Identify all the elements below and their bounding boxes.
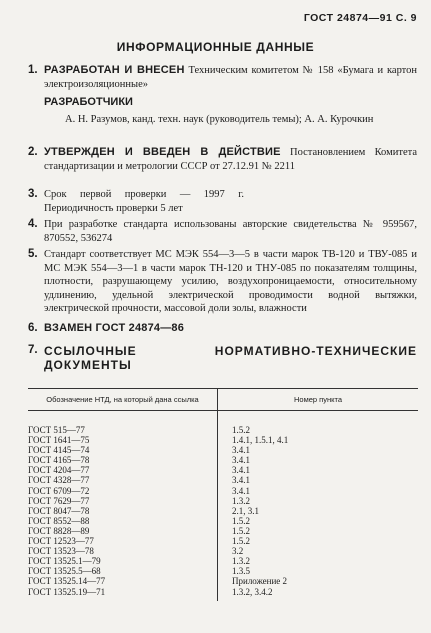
- table-row: [28, 516, 418, 526]
- table-row: [28, 526, 418, 536]
- table-row: [28, 556, 418, 566]
- cell-clause: 3.4.1: [232, 445, 250, 456]
- item-number: 4.: [28, 218, 38, 230]
- table-row: [28, 536, 418, 546]
- item-number: 1.: [28, 64, 38, 76]
- cell-clause: 3.4.1: [232, 485, 250, 496]
- cell-document: ГОСТ 4328—77: [28, 475, 218, 485]
- table-header-row: [28, 389, 418, 411]
- info-item-4: [28, 218, 417, 245]
- cell-clause: 1.5.2: [232, 425, 250, 435]
- cell-document: ГОСТ 13525.5—68: [28, 566, 218, 576]
- cell-document: ГОСТ 8047—78: [28, 506, 218, 516]
- table-row: [28, 566, 418, 576]
- info-item-5: [28, 248, 417, 316]
- item-number: 6.: [28, 322, 38, 334]
- info-item-6: [28, 322, 417, 336]
- page-title: ИНФОРМАЦИОННЫЕ ДАННЫЕ: [116, 40, 315, 54]
- cell-clause: 1.5.2: [232, 525, 250, 536]
- cell-document: ГОСТ 4165—78: [28, 455, 218, 465]
- cell-clause: Приложение 2: [232, 576, 288, 587]
- item-text: Стандарт соответствует МС МЭК 554—3—5 в части марок ТВ-120 и ТВУ-085 и МС МЭК 554—3—1 в части марок ТН-120 и ТНУ-085 по показателям толщины, плотности, разрушающему усилию, воздухопроницаемости, относительному удлинению, удельной электрической проводимости водной вытяжки, электрической прочности, массовой доли золы, влажности: [44, 249, 417, 314]
- cell-document: ГОСТ 7629—77: [28, 496, 218, 506]
- cell-clause: 1.4.1, 1.5.1, 4.1: [232, 435, 289, 446]
- cell-document: ГОСТ 13525.14—77: [28, 576, 218, 586]
- table-row: [28, 546, 418, 556]
- table-row: [28, 435, 418, 445]
- cell-document: ГОСТ 6709—72: [28, 486, 218, 496]
- cell-document: ГОСТ 13523—78: [28, 546, 218, 556]
- item-text: При разработке стандарта использованы авторские свидетельства № 959567, 870552, 536274: [44, 219, 417, 244]
- cell-clause: 1.3.2: [232, 556, 250, 567]
- table-row: [28, 587, 418, 601]
- cell-document: ГОСТ 12523—77: [28, 536, 218, 546]
- item-number: 2.: [28, 146, 38, 158]
- item-text: Срок первой проверки — 1997 г. Периодичность проверки 5 лет: [44, 189, 244, 214]
- references-table: [28, 388, 418, 601]
- cell-clause: 3.2: [232, 546, 244, 557]
- running-header: ГОСТ 24874—91 С. 9: [303, 12, 417, 24]
- info-item-7: [28, 344, 417, 372]
- info-item-1: [28, 64, 417, 91]
- item-number: 7.: [28, 344, 38, 356]
- column-header-document: Обозначение НТД, на который дана ссылка: [28, 389, 218, 411]
- cell-clause: 1.5.2: [232, 515, 250, 526]
- table-row: [28, 496, 418, 506]
- cell-clause: 1.3.2: [232, 495, 250, 506]
- table-body: [28, 411, 418, 601]
- table-row: [28, 475, 418, 485]
- cell-clause: 1.3.5: [232, 566, 250, 577]
- cell-clause: 2.1, 3.1: [232, 505, 259, 516]
- table-row: [28, 486, 418, 496]
- cell-document: ГОСТ 4145—74: [28, 445, 218, 455]
- cell-document: ГОСТ 1641—75: [28, 435, 218, 445]
- item-text: Техническим комитетом № 158 «Бумага и картон электроизоляционные»: [44, 65, 418, 90]
- table-row: [28, 445, 418, 455]
- cell-clause: 3.4.1: [232, 465, 250, 476]
- cell-clause: 1.5.2: [232, 536, 250, 547]
- item-text: Постановлением Комитета стандартизации и метрологии СССР от 27.12.91 № 2211: [44, 147, 418, 172]
- cell-document: ГОСТ 8828—89: [28, 526, 218, 536]
- table-row: [28, 411, 418, 436]
- table-row: [28, 455, 418, 465]
- developers-heading: РАЗРАБОТЧИКИ: [44, 96, 133, 108]
- cell-document: ГОСТ 8552—88: [28, 516, 218, 526]
- info-item-3: [28, 188, 417, 215]
- column-header-clause: Номер пункта: [218, 389, 419, 411]
- info-item-2: [28, 146, 417, 173]
- item-heading: ССЫЛОЧНЫЕ НОРМАТИВНО-ТЕХНИЧЕСКИЕ ДОКУМЕНТЫ: [44, 344, 417, 372]
- item-heading: ВЗАМЕН ГОСТ 24874—86: [44, 322, 185, 334]
- table-row: [28, 576, 418, 586]
- item-number: 5.: [28, 248, 38, 260]
- cell-document: ГОСТ 13525.1—79: [28, 556, 218, 566]
- item-heading: РАЗРАБОТАН И ВНЕСЕН: [44, 64, 185, 76]
- item-heading: УТВЕРЖДЕН И ВВЕДЕН В ДЕЙСТВИЕ: [44, 146, 281, 158]
- cell-clause: 3.4.1: [232, 475, 250, 486]
- table-row: [28, 506, 418, 516]
- cell-document: ГОСТ 4204—77: [28, 465, 218, 475]
- cell-clause: 1.3.2, 3.4.2: [232, 586, 273, 597]
- cell-document: ГОСТ 515—77: [28, 411, 218, 436]
- developers-text: А. Н. Разумов, канд. техн. наук (руководитель темы); А. А. Курочкин: [65, 114, 374, 125]
- cell-document: ГОСТ 13525.19—71: [28, 587, 218, 601]
- item-number: 3.: [28, 188, 38, 200]
- table-row: [28, 465, 418, 475]
- cell-clause: 3.4.1: [232, 455, 250, 466]
